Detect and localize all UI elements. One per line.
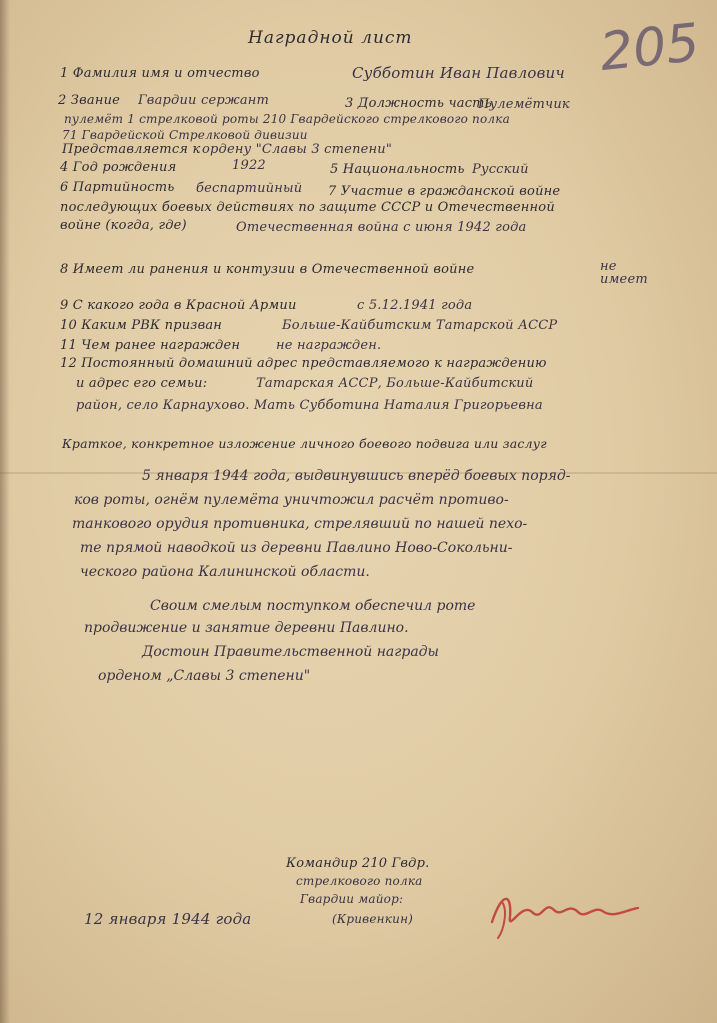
field-value-unit-1: пулемёт 1 стрелковой роты 210 Гвардейского стрелкового полка — [64, 112, 510, 126]
field-label-position: 3 Должность часть — [345, 96, 492, 111]
paper-edge-shadow — [0, 0, 10, 1023]
narrative-line-7: продвижение и занятие деревни Павлино. — [84, 620, 409, 636]
field-label-name: 1 Фамилия имя и отчество — [60, 66, 260, 81]
narrative-line-9: орденом „Славы 3 степени" — [98, 668, 311, 684]
field-value-drafted-by: Больше-Кайбитским Татарской АССР — [282, 318, 558, 333]
field-value-position: Пулемётчик — [478, 97, 570, 112]
field-label-prior-awards: 11 Чем ранее награжден — [60, 338, 241, 353]
narrative-line-1: 5 января 1944 года, выдвинувшись вперёд боевых поряд- — [142, 468, 571, 484]
commander-title-3: Гвардии майор: — [300, 892, 404, 906]
summary-heading: Краткое, конкретное изложение личного боевого подвига или заслуг — [62, 436, 547, 451]
field-value-party: беспартийный — [196, 181, 303, 196]
narrative-line-2: ков роты, огнём пулемёта уничтожил расчёт противо- — [74, 492, 509, 508]
narrative-line-4: те прямой наводкой из деревни Павлино Ново-Сокольни- — [80, 540, 513, 556]
field-label-nationality: 5 Национальность — [330, 162, 465, 177]
field-value-nationality: Русский — [472, 162, 529, 177]
field-label-army-since: 9 С какого года в Красной Армии — [60, 298, 297, 313]
field-value-nominated: ордену "Славы 3 степени" — [202, 142, 393, 157]
field-value-unit-2: 71 Гвардейской Стрелковой дивизии — [62, 128, 308, 142]
field-value-name: Субботин Иван Павлович — [352, 64, 565, 82]
commander-title-2: стрелкового полка — [296, 874, 423, 888]
field-value-army-since: с 5.12.1941 года — [357, 298, 473, 313]
commander-signature — [482, 882, 642, 942]
narrative-line-8: Достоин Правительственной награды — [142, 644, 439, 660]
commander-name: (Кривенкин) — [332, 912, 414, 926]
field-label-war-when-where: войне (когда, где) — [60, 218, 187, 233]
narrative-line-5: ческого района Калининской области. — [80, 564, 370, 580]
field-label-rank: 2 Звание — [58, 93, 121, 108]
field-label-party: 6 Партийность — [60, 180, 175, 195]
page-title: Наградной лист — [248, 28, 413, 48]
field-label-nominated: Представляется к — [62, 142, 201, 157]
narrative-line-3: танкового орудия противника, стрелявший по нашей пехо- — [72, 516, 528, 532]
field-label-combat-actions: последующих боевых действиях по защите СССР и Отечественной — [60, 200, 555, 215]
field-value-rank: Гвардии сержант — [138, 93, 270, 108]
field-label-address: 12 Постоянный домашний адрес представляемого к награждению — [60, 356, 547, 371]
archive-number: 205 — [597, 12, 703, 84]
field-label-civil-war: 7 Участие в гражданской войне — [328, 184, 561, 199]
field-value-family-address-1: Татарская АССР, Больше-Кайбитский — [256, 376, 534, 391]
field-label-drafted-by: 10 Каким РВК призван — [60, 318, 223, 333]
field-value-prior-awards: не награжден. — [276, 338, 382, 353]
field-label-family-address: и адрес его семьи: — [76, 376, 208, 391]
field-label-wounds: 8 Имеет ли ранения и контузии в Отечественной войне — [60, 262, 475, 277]
field-label-birth-year: 4 Год рождения — [60, 160, 177, 175]
commander-title-1: Командир 210 Гвдр. — [286, 856, 430, 871]
narrative-line-6: Своим смелым поступком обеспечил роте — [150, 598, 476, 614]
field-value-war-when-where: Отечественная война с июня 1942 года — [236, 220, 527, 235]
field-value-birth-year: 1922 — [232, 158, 266, 173]
field-value-wounds: не имеет — [600, 259, 648, 287]
document-date: 12 января 1944 года — [84, 910, 252, 928]
field-value-family-address-2: район, село Карнаухово. Мать Субботина Наталия Григорьевна — [76, 398, 543, 413]
